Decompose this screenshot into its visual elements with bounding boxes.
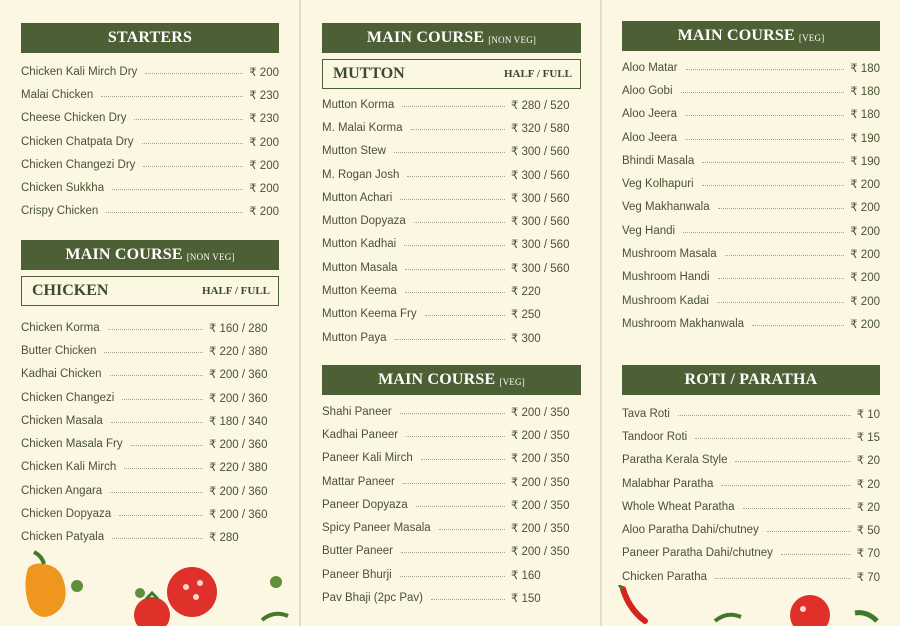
veg-list — [622, 56, 880, 336]
menu-item-name: Pav Bhaji (2pc Pav) — [322, 592, 423, 605]
menu-item-price: ₹ 200 — [249, 136, 279, 149]
menu-item-price: ₹ 200 — [249, 159, 279, 172]
menu-item-price: ₹ 50 — [856, 525, 880, 538]
dot-leader — [685, 139, 844, 140]
menu-item — [322, 186, 581, 209]
banner-title: MAIN COURSE — [378, 371, 496, 388]
menu-item-price: ₹ 280 / 520 — [511, 99, 570, 112]
menu-item — [322, 279, 581, 302]
menu-item — [322, 233, 581, 256]
dot-leader — [405, 292, 505, 293]
subheading-title: MUTTON — [333, 65, 405, 82]
dot-leader — [781, 554, 851, 555]
section-banner-roti-paratha — [622, 365, 880, 395]
menu-item — [322, 423, 581, 446]
menu-item-name: Chicken Korma — [21, 321, 100, 334]
menu-item — [622, 56, 880, 79]
bell-pepper-illustration — [14, 548, 94, 626]
dot-leader — [405, 269, 505, 270]
menu-item-name: Chicken Masala — [21, 414, 103, 427]
menu-item — [322, 116, 581, 139]
menu-item — [322, 303, 581, 326]
dot-leader — [111, 422, 203, 423]
pea-illustration — [260, 570, 290, 626]
menu-item-price: ₹ 200 / 350 — [511, 523, 570, 536]
menu-item — [21, 130, 279, 153]
dot-leader — [425, 315, 505, 316]
menu-item — [322, 163, 581, 186]
banner-title: STARTERS — [107, 29, 193, 46]
menu-item-price: ₹ 20 — [856, 455, 880, 468]
menu-item-name: Chicken Paratha — [622, 570, 708, 583]
menu-item-price: ₹ 70 — [856, 571, 880, 584]
dot-leader — [715, 578, 851, 579]
dot-leader — [119, 515, 203, 516]
menu-item-name: Aloo Paratha Dahi/chutney — [622, 524, 759, 537]
dot-leader — [124, 468, 203, 469]
dot-leader — [767, 531, 851, 532]
menu-item-name: Mushroom Masala — [622, 248, 717, 261]
menu-item-name: Paratha Kerala Style — [622, 454, 728, 467]
dot-leader — [400, 576, 505, 577]
menu-item-price: ₹ 300 / 560 — [511, 192, 570, 205]
menu-item-name: Mutton Keema Fry — [322, 308, 417, 321]
menu-item-price: ₹ 200 — [850, 295, 880, 308]
dot-leader — [702, 162, 844, 163]
menu-item — [622, 425, 880, 448]
banner-subtitle: [VEG] — [499, 376, 525, 387]
menu-item-price: ₹ 15 — [856, 431, 880, 444]
menu-item-price: ₹ 200 — [850, 249, 880, 262]
menu-item — [622, 518, 880, 541]
menu-item-price: ₹ 200 / 350 — [511, 429, 570, 442]
menu-item-price: ₹ 200 / 350 — [511, 546, 570, 559]
menu-item — [622, 266, 880, 289]
menu-item-name: Mutton Masala — [322, 261, 398, 274]
veg-paneer-list — [322, 400, 581, 610]
menu-item-price: ₹ 300 / 560 — [511, 146, 570, 159]
menu-item — [322, 540, 581, 563]
menu-item — [21, 386, 279, 409]
section-banner-main-course-non-veg — [21, 240, 279, 270]
dot-leader — [702, 185, 845, 186]
roti-paratha-list — [622, 402, 880, 588]
menu-item — [322, 493, 581, 516]
menu-item — [622, 196, 880, 219]
menu-item-name: Chicken Patyala — [21, 531, 105, 544]
chicken-list — [21, 316, 279, 549]
menu-item — [622, 219, 880, 242]
dot-leader — [134, 119, 243, 120]
menu-item-price: ₹ 200 — [850, 318, 880, 331]
banner-title: ROTI / PARATHA — [684, 371, 818, 388]
column-divider — [600, 0, 602, 626]
menu-item-name: Mattar Paneer — [322, 475, 395, 488]
menu-item — [622, 172, 880, 195]
banner-subtitle: [VEG] — [798, 32, 825, 43]
menu-item — [322, 563, 581, 586]
menu-item-price: ₹ 180 — [850, 85, 880, 98]
menu-item-name: Aloo Matar — [622, 61, 678, 74]
dot-leader — [403, 483, 505, 484]
dot-leader — [678, 415, 851, 416]
menu-item-price: ₹ 220 — [511, 286, 541, 299]
menu-item-price: ₹ 200 — [249, 206, 279, 219]
menu-item-name: Chicken Angara — [21, 484, 103, 497]
menu-item-price: ₹ 230 — [249, 89, 279, 102]
chili-tomato-illustration — [615, 585, 885, 626]
menu-item — [622, 542, 880, 565]
menu-item-name: Veg Makhanwala — [622, 201, 710, 214]
menu-item — [622, 126, 880, 149]
menu-item — [21, 409, 279, 432]
dot-leader — [106, 212, 243, 213]
menu-item — [21, 432, 279, 455]
dot-leader — [695, 438, 850, 439]
dot-leader — [404, 245, 505, 246]
menu-item — [622, 242, 880, 265]
menu-item-name: Chicken Masala Fry — [21, 438, 123, 451]
menu-item — [622, 449, 880, 472]
half-full-label: HALF / FULL — [201, 285, 270, 297]
menu-item-price: ₹ 220 / 380 — [209, 345, 268, 358]
dot-leader — [145, 73, 243, 74]
dot-leader — [686, 69, 845, 70]
menu-item — [322, 470, 581, 493]
menu-item-name: Aloo Jeera — [622, 131, 677, 144]
menu-item-price: ₹ 200 / 360 — [209, 439, 268, 452]
dot-leader — [681, 92, 845, 93]
section-banner-main-course-non-veg — [322, 23, 581, 53]
menu-item-name: Tava Roti — [622, 407, 670, 420]
dot-leader — [416, 506, 505, 507]
menu-item — [622, 289, 880, 312]
dot-leader — [112, 538, 203, 539]
menu-item-name: Mushroom Handi — [622, 271, 710, 284]
menu-item-price: ₹ 300 / 560 — [511, 262, 570, 275]
banner-subtitle: [NON VEG] — [488, 34, 537, 45]
menu-item-name: Chicken Changezi — [21, 391, 115, 404]
section-banner-starters — [21, 23, 279, 53]
dot-leader — [683, 232, 844, 233]
menu-item — [322, 209, 581, 232]
menu-item-price: ₹ 300 / 560 — [511, 216, 570, 229]
dot-leader — [400, 199, 505, 200]
dot-leader — [402, 106, 505, 107]
banner-subtitle: [NON VEG] — [186, 251, 235, 262]
menu-item-name: Mutton Korma — [322, 98, 395, 111]
menu-item-price: ₹ 190 — [850, 132, 880, 145]
menu-item-price: ₹ 280 — [209, 532, 239, 545]
menu-item-name: Paneer Bhurji — [322, 568, 392, 581]
dot-leader — [718, 208, 845, 209]
menu-item — [21, 60, 279, 83]
column-divider — [299, 0, 301, 626]
menu-item-name: Crispy Chicken — [21, 205, 99, 218]
menu-item — [622, 79, 880, 102]
menu-item-price: ₹ 300 / 560 — [511, 239, 570, 252]
dot-leader — [421, 459, 505, 460]
menu-item-price: ₹ 180 / 340 — [209, 415, 268, 428]
dot-leader — [411, 129, 505, 130]
menu-item-price: ₹ 200 — [249, 183, 279, 196]
menu-item-price: ₹ 200 — [850, 225, 880, 238]
menu-item-price: ₹ 200 / 360 — [209, 369, 268, 382]
starters-list — [21, 60, 279, 223]
menu-item-name: Kadhai Chicken — [21, 368, 102, 381]
subheading-mutton — [322, 59, 581, 89]
menu-item-name: Chicken Sukkha — [21, 182, 105, 195]
menu-item — [21, 316, 279, 339]
menu-item-price: ₹ 300 — [511, 332, 541, 345]
menu-item-name: Chicken Kali Mirch — [21, 461, 117, 474]
menu-item-price: ₹ 200 / 350 — [511, 476, 570, 489]
menu-item-price: ₹ 200 / 350 — [511, 453, 570, 466]
menu-item-name: Malai Chicken — [21, 88, 94, 101]
menu-item-name: Mushroom Makhanwala — [622, 317, 745, 330]
dot-leader — [406, 436, 505, 437]
dot-leader — [110, 375, 203, 376]
menu-item — [21, 479, 279, 502]
menu-item — [622, 149, 880, 172]
menu-item — [21, 200, 279, 223]
menu-item — [21, 83, 279, 106]
subheading-title: CHICKEN — [32, 282, 109, 299]
dot-leader — [431, 599, 505, 600]
menu-item-price: ₹ 10 — [856, 408, 880, 421]
menu-item — [21, 456, 279, 479]
menu-item-name: Aloo Gobi — [622, 84, 673, 97]
menu-item-price: ₹ 70 — [856, 548, 880, 561]
dot-leader — [743, 508, 851, 509]
menu-item-price: ₹ 200 — [850, 272, 880, 285]
menu-item-name: Chicken Changezi Dry — [21, 158, 136, 171]
menu-item-name: M. Rogan Josh — [322, 168, 400, 181]
mutton-list — [322, 93, 581, 349]
menu-item-name: Mutton Paya — [322, 331, 387, 344]
menu-item — [322, 326, 581, 349]
menu-item-name: Mutton Keema — [322, 285, 397, 298]
menu-item — [322, 140, 581, 163]
menu-item-price: ₹ 180 — [850, 109, 880, 122]
menu-item — [21, 363, 279, 386]
dot-leader — [143, 166, 243, 167]
dot-leader — [110, 492, 203, 493]
menu-item — [21, 153, 279, 176]
menu-item-name: Butter Paneer — [322, 545, 393, 558]
menu-item — [622, 472, 880, 495]
dot-leader — [142, 143, 244, 144]
dot-leader — [131, 445, 203, 446]
menu-item-name: Paneer Kali Mirch — [322, 452, 413, 465]
menu-item-name: Spicy Paneer Masala — [322, 522, 431, 535]
menu-item-name: Veg Handi — [622, 224, 676, 237]
banner-title: MAIN COURSE — [677, 27, 795, 44]
subheading-chicken — [21, 276, 279, 306]
menu-item-price: ₹ 250 — [511, 309, 541, 322]
menu-item-name: Mushroom Kadai — [622, 294, 709, 307]
menu-item-name: Cheese Chicken Dry — [21, 112, 127, 125]
menu-item — [322, 447, 581, 470]
dot-leader — [394, 152, 505, 153]
menu-item-price: ₹ 200 — [249, 66, 279, 79]
menu-item — [21, 176, 279, 199]
dot-leader — [414, 222, 505, 223]
menu-item-price: ₹ 20 — [856, 501, 880, 514]
banner-title: MAIN COURSE — [65, 246, 183, 263]
dot-leader — [721, 485, 850, 486]
menu-item-name: Tandoor Roti — [622, 430, 688, 443]
dot-leader — [104, 352, 203, 353]
menu-item-name: Paneer Dopyaza — [322, 498, 408, 511]
menu-item — [21, 339, 279, 362]
dot-leader — [401, 552, 505, 553]
dot-leader — [407, 176, 505, 177]
menu-item-price: ₹ 300 / 560 — [511, 169, 570, 182]
menu-item-name: Malabhar Paratha — [622, 477, 714, 490]
menu-item-price: ₹ 160 — [511, 569, 541, 582]
menu-item-price: ₹ 230 — [249, 113, 279, 126]
menu-item-price: ₹ 190 — [850, 155, 880, 168]
menu-item-price: ₹ 20 — [856, 478, 880, 491]
menu-item-name: Aloo Jeera — [622, 108, 677, 121]
menu-item — [21, 502, 279, 525]
menu-item — [622, 312, 880, 335]
menu-item-name: Kadhai Paneer — [322, 428, 399, 441]
menu-item — [322, 400, 581, 423]
dot-leader — [718, 278, 845, 279]
menu-item — [322, 93, 581, 116]
menu-item-price: ₹ 160 / 280 — [209, 322, 268, 335]
menu-item-price: ₹ 150 — [511, 593, 541, 606]
dot-leader — [685, 115, 844, 116]
menu-item-name: Bhindi Masala — [622, 154, 695, 167]
dot-leader — [735, 461, 850, 462]
menu-item — [622, 103, 880, 126]
dot-leader — [112, 189, 243, 190]
dot-leader — [122, 399, 203, 400]
half-full-label: HALF / FULL — [503, 68, 572, 80]
menu-item — [622, 495, 880, 518]
menu-item-price: ₹ 200 / 350 — [511, 499, 570, 512]
dot-leader — [752, 325, 844, 326]
menu-item-name: Shahi Paneer — [322, 405, 392, 418]
menu-item-name: Chicken Dopyaza — [21, 508, 112, 521]
menu-item-name: M. Malai Korma — [322, 121, 403, 134]
dot-leader — [400, 413, 505, 414]
menu-item-name: Paneer Paratha Dahi/chutney — [622, 547, 773, 560]
menu-item-price: ₹ 320 / 580 — [511, 122, 570, 135]
banner-title: MAIN COURSE — [366, 29, 485, 46]
menu-item — [21, 107, 279, 130]
menu-item-name: Mutton Stew — [322, 145, 386, 158]
menu-item-name: Mutton Achari — [322, 191, 393, 204]
menu-item-name: Veg Kolhapuri — [622, 178, 694, 191]
menu-item — [322, 256, 581, 279]
menu-item-price: ₹ 220 / 380 — [209, 462, 268, 475]
menu-item-name: Whole Wheat Paratha — [622, 500, 735, 513]
menu-item — [322, 516, 581, 539]
section-banner-main-course-veg — [622, 21, 880, 51]
menu-item-price: ₹ 200 / 360 — [209, 392, 268, 405]
dot-leader — [101, 96, 243, 97]
menu-item-price: ₹ 200 — [850, 179, 880, 192]
section-banner-main-course-veg — [322, 365, 581, 395]
menu-item-name: Mutton Kadhai — [322, 238, 397, 251]
dot-leader — [717, 302, 844, 303]
menu-item-price: ₹ 180 — [850, 62, 880, 75]
menu-item-price: ₹ 200 / 350 — [511, 406, 570, 419]
dot-leader — [439, 529, 505, 530]
tomato-illustration — [130, 565, 230, 626]
menu-item — [322, 586, 581, 609]
menu-item-name: Chicken Chatpata Dry — [21, 135, 134, 148]
menu-item-price: ₹ 200 — [850, 202, 880, 215]
menu-item — [21, 526, 279, 549]
menu-item-price: ₹ 200 / 360 — [209, 485, 268, 498]
menu-item-price: ₹ 200 / 360 — [209, 509, 268, 522]
menu-item-name: Butter Chicken — [21, 344, 97, 357]
menu-item-name: Mutton Dopyaza — [322, 215, 406, 228]
dot-leader — [108, 329, 203, 330]
menu-item — [622, 402, 880, 425]
dot-leader — [725, 255, 845, 256]
menu-item-name: Chicken Kali Mirch Dry — [21, 65, 138, 78]
dot-leader — [395, 339, 505, 340]
